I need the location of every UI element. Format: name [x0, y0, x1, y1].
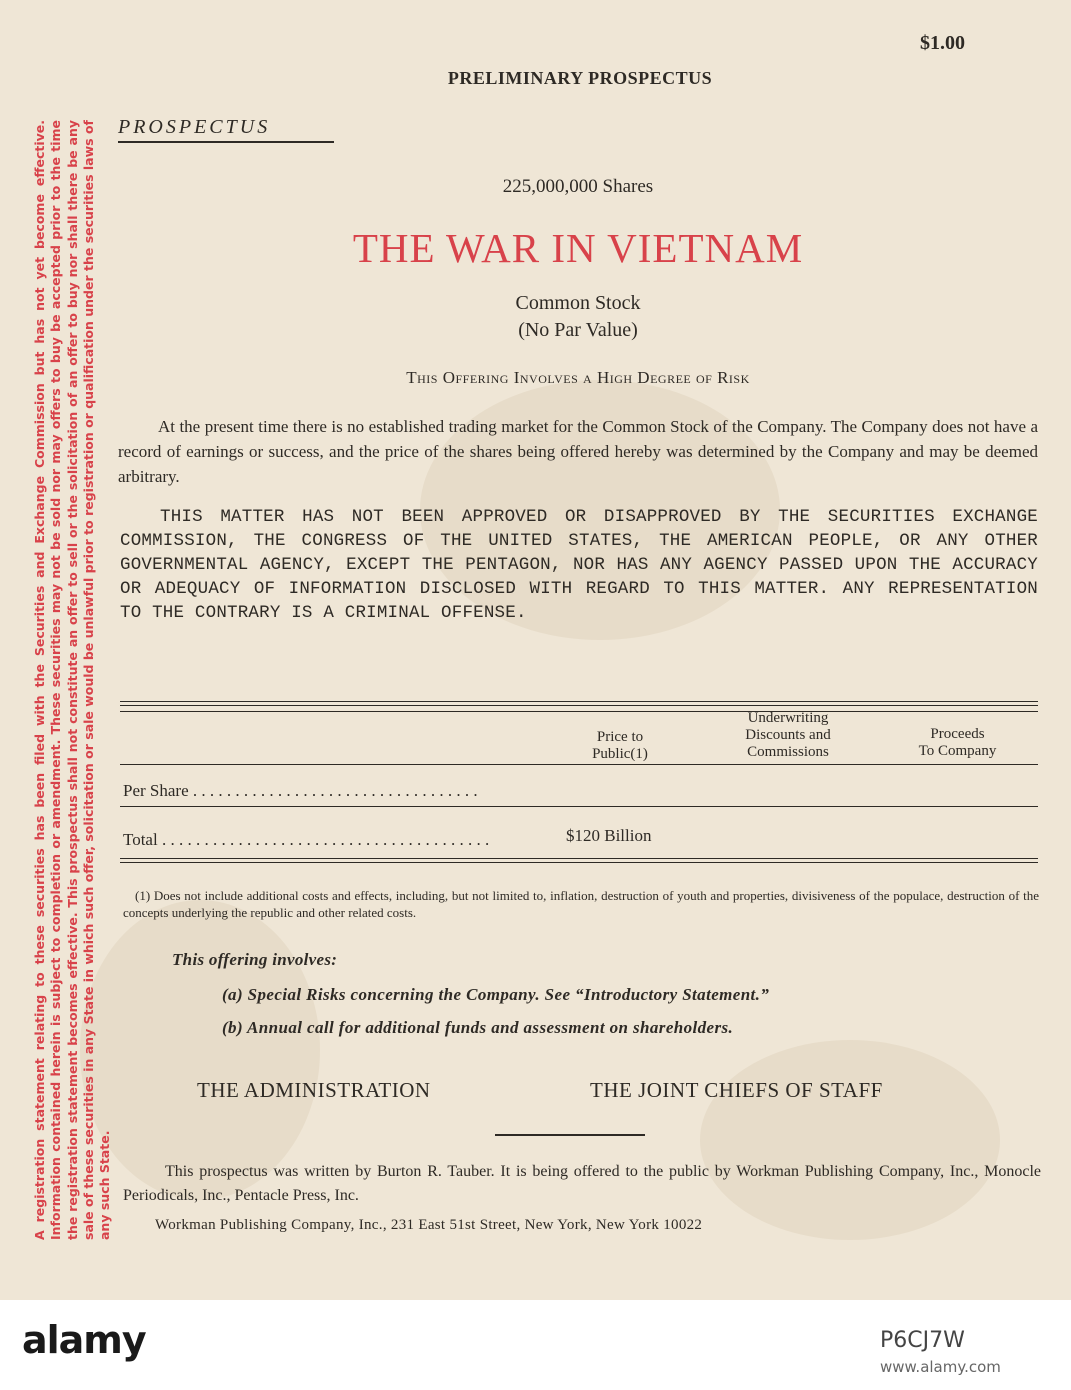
table-top-rule: [120, 705, 1038, 706]
table-top-rule: [120, 711, 1038, 712]
row-per-share: Per Share . . . . . . . . . . . . . . . . . . . . . . . . . . . . . . . . . .: [123, 781, 478, 800]
col-header-proceeds-line: Proceeds: [930, 726, 985, 742]
col-header-underwriting-line: Commissions: [747, 744, 829, 760]
col-header-price: [570, 729, 670, 763]
author-credit: This prospectus was written by Burton R. Tauber. It is being offered to the public by Workman Publishing Company, Inc., Monocle Periodicals, Inc., Pentacle Press, Inc.: [123, 1163, 1041, 1204]
publisher-address: Workman Publishing Company, Inc., 231 East 51st Street, New York, New York 10022: [155, 1217, 703, 1233]
preliminary-heading: PRELIMINARY PROSPECTUS: [447, 68, 713, 88]
col-header-price-line: Price to: [596, 729, 644, 745]
table-row-rule: [120, 806, 1038, 807]
involves-heading: This offering involves:: [172, 950, 338, 969]
col-header-underwriting: [718, 710, 858, 761]
watermark-image-id: P6CJ7W: [880, 1328, 965, 1353]
market-paragraph: At the present time there is no established trading market for the Common Stock of the Company. The Company does not have a record of earnings or success, and the price of the shares being offered hereby was determined by the Company and may be deemed arbitrary.: [118, 417, 1038, 486]
involves-item-a: (a) Special Risks concerning the Company. See “Introductory Statement.”: [222, 985, 770, 1004]
par-value: (No Par Value): [518, 319, 638, 341]
table-bottom-rule: [120, 862, 1038, 863]
stock-type: Common Stock: [515, 292, 641, 314]
col-header-proceeds-line: To Company: [918, 743, 997, 759]
prospectus-label: PROSPECTUS: [118, 116, 334, 143]
signatory-administration: THE ADMINISTRATION: [197, 1078, 431, 1102]
table-bottom-rule: [120, 858, 1038, 859]
col-header-price-line: Public(1): [592, 746, 648, 762]
row-total: Total . . . . . . . . . . . . . . . . . . . . . . . . . . . . . . . . . . . . . . .: [123, 830, 490, 849]
shares-line: 225,000,000 Shares: [502, 176, 654, 197]
signature-rule: [495, 1134, 645, 1136]
paper-stain: [80, 900, 320, 1200]
risk-statement-text: This Offering Involves a High Degree of Risk: [406, 368, 750, 387]
risk-statement: [118, 368, 1038, 388]
document-title: THE WAR IN VIETNAM: [352, 225, 804, 271]
signatory-joint-chiefs: THE JOINT CHIEFS OF STAFF: [590, 1078, 883, 1102]
col-header-underwriting-line: Underwriting: [747, 710, 829, 726]
involves-item-b: (b) Annual call for additional funds and assessment on shareholders.: [222, 1018, 734, 1037]
paper-stain: [700, 1040, 1000, 1240]
col-header-underwriting-line: Discounts and: [745, 727, 831, 743]
stock-type-block: [118, 290, 1038, 344]
watermark-logo: alamy: [22, 1318, 146, 1362]
watermark-url: www.alamy.com: [880, 1358, 1001, 1376]
col-header-proceeds: [900, 726, 1015, 760]
table-footnote: (1) Does not include additional costs and effects, including, but not limited to, inflation, destruction of youth and properties, divisiveness of the populace, destruction of the concepts underlying the republic and other related costs.: [123, 888, 1039, 920]
total-price-value: $120 Billion: [566, 826, 652, 845]
table-header-rule: [120, 764, 1038, 765]
cover-price: $1.00: [920, 32, 965, 54]
disclaimer-paragraph: THIS MATTER HAS NOT BEEN APPROVED OR DISAPPROVED BY THE SECURITIES EXCHANGE COMMISSION, THE CONGRESS OF THE UNITED STATES, THE AMERICAN PEOPLE, OR ANY OTHER GOVERNMENTAL AGENCY, EXCEPT THE PENTAGON, NOR HAS ANY AGENCY PASSED UPON THE ACCURACY OR ADEQUACY OF INFORMATION DISCLOSED WITH REGARD TO THIS MATTER. ANY REPRESENTATION TO THE CONTRARY IS A CRIMINAL OFFENSE.: [120, 507, 1038, 623]
registration-notice-sidebar: A registration statement relating to these securities has been filed with the Securities and Exchange Commission but has not yet become effective. Information contained herein is subject to completion or amendment. These securities may not be sold nor may offers to buy be accepted prior to the time the registration statement becomes effective. This prospectus shall not constitute an offer to sell or the solicitation of an offer to buy nor shall there be any sale of these securities in any State in which such offer, solicitation or sale would be unlawful prior to registration or qualification under the securities laws of any such State.: [32, 120, 113, 1240]
table-top-rule: [120, 701, 1038, 702]
